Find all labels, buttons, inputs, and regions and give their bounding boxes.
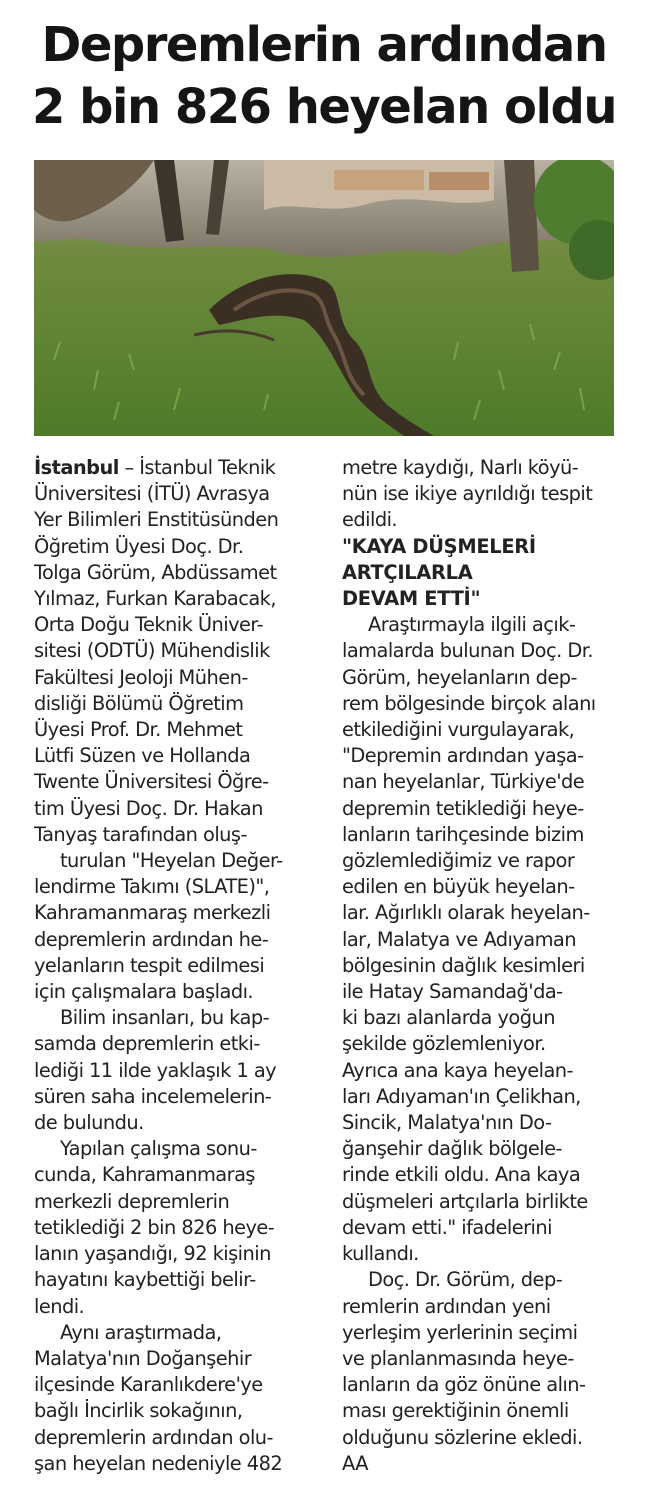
article-line: bölgesinin dağlık kesimleri (342, 953, 585, 977)
article-line: Yılmaz, Furkan Karabacak, (34, 587, 276, 611)
article-line: depremlerin ardından olu- (34, 1425, 273, 1449)
article-line: Tolga Görüm, Abdüssamet (34, 560, 277, 584)
article-line: tim Üyesi Doç. Dr. Hakan (34, 796, 263, 820)
article-line: süren saha incelemelerin- (34, 1084, 272, 1108)
article-line: Twente Üniversitesi Öğre- (34, 770, 269, 794)
article-line: edildi. (342, 508, 398, 532)
article-line: lanın yaşandığı, 92 kişinin (34, 1242, 271, 1266)
article-line: lar, Malatya ve Adıyaman (342, 927, 576, 951)
article-line: Sincik, Malatya'nın Do- (342, 1111, 552, 1135)
article-line-text: – İstanbul Teknik (118, 456, 276, 479)
article-line: ki bazı alanlarda yoğun (342, 1006, 555, 1030)
headline (0, 14, 648, 138)
article-line: turulan "Heyelan Değer- (60, 849, 283, 873)
article-line: "Depremin ardından yaşa- (342, 744, 584, 768)
subheading: DEVAM ETTİ" (342, 587, 481, 611)
article-line: ğanşehir dağlık bölgele- (342, 1137, 562, 1161)
article-line: rinde etkili oldu. Ana kaya (342, 1163, 581, 1187)
article-line: merkezli depremlerin (34, 1189, 230, 1213)
article-line: bağlı İncirlik sokağının, (34, 1399, 243, 1423)
article-line: Yapılan çalışma sonu- (60, 1137, 257, 1161)
article-line: lanların tarihçesinde bizim (342, 822, 584, 846)
article-right-column (342, 455, 622, 1477)
article-line: Lütfi Süzen ve Hollanda (34, 744, 251, 768)
article-line: devam etti." ifadelerini (342, 1215, 552, 1239)
article-line: Orta Doğu Teknik Üniver- (34, 613, 264, 637)
article-line: için çalışmalara başladı. (34, 980, 254, 1004)
article-line: lar. Ağırlıklı olarak heyelan- (342, 901, 590, 925)
article-line: tetiklediği 2 bin 826 heye- (34, 1215, 275, 1239)
article-line: Üniversitesi (İTÜ) Avrasya (34, 482, 270, 506)
subheading: ARTÇILARLA (342, 560, 473, 584)
headline-line-1: Depremlerin ardından (41, 17, 607, 73)
article-line: Yer Bilimleri Enstitüsünden (34, 508, 279, 532)
article-line: ları Adıyaman'ın Çelikhan, (342, 1084, 581, 1108)
headline-line-2: 2 bin 826 heyelan oldu (32, 79, 616, 135)
article-line: Kahramanmaraş merkezli (34, 901, 271, 925)
article-line: Öğretim Üyesi Doç. Dr. (34, 534, 244, 558)
article-line: Bilim insanları, bu kap- (60, 1006, 270, 1030)
article-line: olduğunu sözlerine ekledi. (342, 1425, 583, 1449)
article-line: Görüm, heyelanların dep- (342, 665, 577, 689)
article-left-column (34, 455, 330, 1477)
article-line: Aynı araştırmada, (60, 1320, 222, 1344)
article-line: samda depremlerin etki- (34, 1032, 260, 1056)
article-line: Doç. Dr. Görüm, dep- (368, 1268, 563, 1292)
dateline: İstanbul (34, 456, 119, 479)
article-line: gözlemlediğimiz ve rapor (342, 849, 575, 873)
article-line: Fakültesi Jeoloji Mühen- (34, 665, 248, 689)
article-line: nan heyelanlar, Türkiye'de (342, 770, 585, 794)
article-line: sitesi (ODTÜ) Mühendislik (34, 639, 270, 663)
article-line: depremin tetiklediği heye- (342, 796, 584, 820)
article-line: yerleşim yerlerinin seçimi (342, 1320, 578, 1344)
article-line: etkilediğini vurgulayarak, (342, 718, 575, 742)
article-line: Tanyaş tarafından oluş- (34, 822, 247, 846)
article-line: depremlerin ardından he- (34, 927, 269, 951)
article-line: ve planlanmasında heye- (342, 1346, 574, 1370)
article-line: remlerin ardından yeni (342, 1294, 551, 1318)
article-line: Araştırmayla ilgili açık- (368, 613, 576, 637)
article-line: kullandı. (342, 1242, 419, 1266)
article-line: Malatya'nın Doğanşehir (34, 1346, 252, 1370)
subheading: "KAYA DÜŞMELERİ (342, 534, 536, 558)
article-line: de bulundu. (34, 1111, 144, 1135)
article-line: lamalarda bulunan Doç. Dr. (342, 639, 593, 663)
landslide-cracked-ground-icon (34, 160, 614, 436)
article-line: cunda, Kahramanmaraş (34, 1163, 255, 1187)
article-line: Üyesi Prof. Dr. Mehmet (34, 718, 243, 742)
article-line: ması gerektiğinin önemli (342, 1399, 569, 1423)
article-line: hayatını kaybettiği belir- (34, 1268, 256, 1292)
article-line (34, 455, 330, 481)
article-line: ile Hatay Samandağ'da- (342, 980, 563, 1004)
article-line: ilçesinde Karanlıkdere'ye (34, 1373, 263, 1397)
article-line: şan heyelan nedeniyle 482 (34, 1451, 283, 1475)
article-line: lanların da göz önüne alın- (342, 1373, 586, 1397)
article-line: lediği 11 ilde yaklaşık 1 ay (34, 1058, 277, 1082)
article-line: lendirme Takımı (SLATE)", (34, 875, 270, 899)
article-line: şekilde gözlemleniyor. (342, 1032, 546, 1056)
article-line: düşmeleri artçılarla birlikte (342, 1189, 588, 1213)
article-line: edilen en büyük heyelan- (342, 875, 575, 899)
article-line: rem bölgesinde birçok alanı (342, 691, 596, 715)
article-line: lendi. (34, 1294, 85, 1318)
article-line: metre kaydığı, Narlı köyü- (342, 456, 579, 479)
article-line: nün ise ikiye ayrıldığı tespit (342, 482, 593, 506)
landslide-photo (34, 160, 614, 436)
source-credit: AA (342, 1451, 368, 1475)
article-line: yelanların tespit edilmesi (34, 953, 265, 977)
article-line: disliği Bölümü Öğretim (34, 691, 244, 715)
article-line: Ayrıca ana kaya heyelan- (342, 1058, 573, 1082)
